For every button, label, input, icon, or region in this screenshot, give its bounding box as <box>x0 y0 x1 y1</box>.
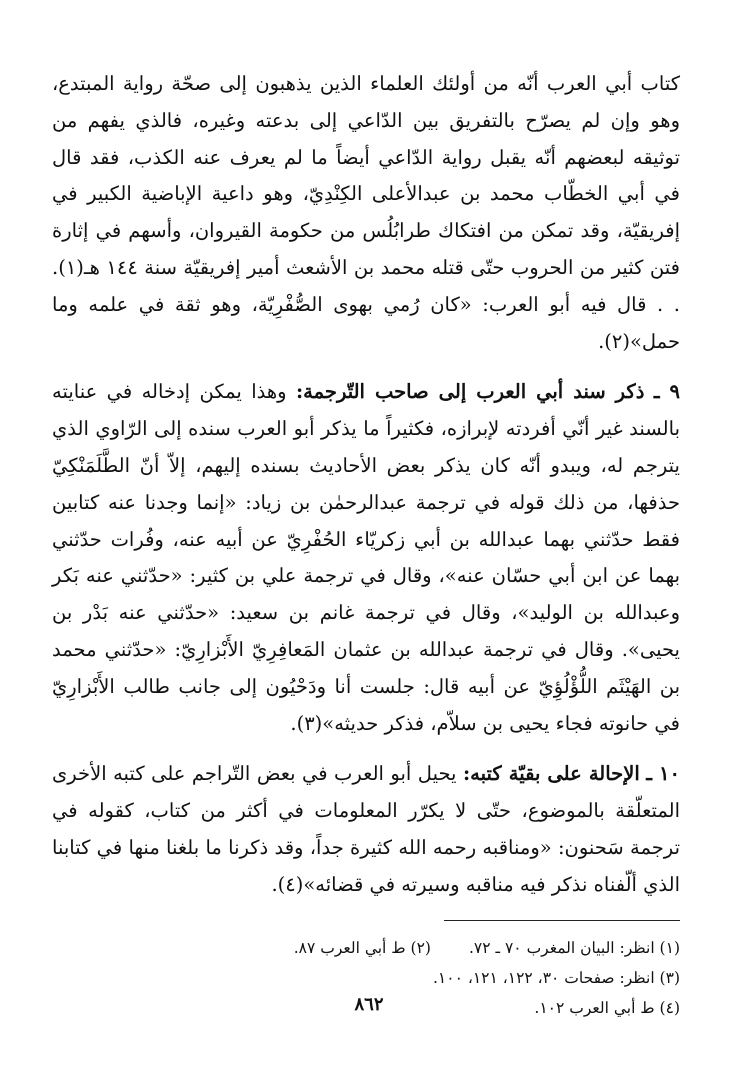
paragraph-section-9 <box>52 374 680 742</box>
footnote-1: (١) انظر: البيان المغرب ٧٠ ـ ٧٢. <box>468 938 680 957</box>
paragraph-text: كتاب أبي العرب أنّه من أولئك العلماء الذين يذهبون إلى صحّة رواية المبتدع، وهو وإن لم يصرّح بالتفريق بين الدّاعي إلى بدعته وغيره، فالذي يفهم من توثيقه لبعضهم أنّه يقبل رواية الدّاعي أيضاً ما لم يعرف عنه الكذب، فقد قال في أبي الخطّاب محمد بن عبدالأعلى الكِنْدِيّ، وهو داعية الإباضية الكبير في إفريقيّة، وقد تمكن من افتكاك طرابُلُس من حكومة القيروان، وأسهم في إثارة فتن كثير من الحروب حتّى قتله محمد بن الأشعث أمير إفريقيّة سنة ١٤٤ هـ(١). . . قال فيه أبو العرب: «كان رُمي بهوى الصُّفْرِيّة، وهو ثقة في علمه وما حمل»(٢). <box>52 72 680 353</box>
paragraph-text: يحيل أبو العرب في بعض التّراجم على كتبه الأخرى المتعلّقة بالموضوع، حتّى لا يكرّر المعلومات في أكثر من كتاب، كقوله في ترجمة سَحنون: «ومناقبه رحمه الله كثيرة جداً، وقد ذكرنا ما بلغنا منها في كتابنا الذي ألّفناه نذكر فيه مناقبه وسيرته في قضائه»(٤). <box>52 762 680 896</box>
section-number: ٩ ـ <box>653 380 681 404</box>
footnote-row <box>52 933 680 963</box>
footnote-row <box>52 963 680 993</box>
footnote-divider <box>444 920 680 921</box>
footnote-3: (٣) انظر: صفحات ٣٠، ١٢٢، ١٢١، ١٠٠. <box>432 968 680 987</box>
footnote-2: (٢) ط أبي العرب ٨٧. <box>293 938 431 957</box>
paragraph-text: وهذا يمكن إدخاله في عنايته بالسند غير أنّي أفردته لإبرازه، فكثيراً ما يذكر أبو العرب سنده إلى الرّاوي الذي يترجم له، ويبدو أنّه كان يذكر بعض الأحاديث بسنده إليهم، إلاّ أنّ الطَّلَمَنْكِيّ حذفها، من ذلك قوله في ترجمة عبدالرحمٰن بن زياد: «إنما وجدنا عنه كتابين فقط حدّثني بهما عبدالله بن أبي زكريّاء الحُفْرِيّ عن أبيه عنه، وفُرات حدّثني بهما عن ابن أبي حسّان عنه»، وقال في ترجمة علي بن كثير: «حدّثني عنه بَكر وعبدالله بن الوليد»، وقال في ترجمة غانم بن سعيد: «حدّثني عنه بَدْر بن يحيى». وقال في ترجمة عبدالله بن عثمان المَعافِرِيّ الأَبْزارِيّ: «حدّثني محمد بن الهَيْثَم اللُّؤْلُؤِيّ عن أبيه قال: جلست أنا ودَحْيُون إلى جانب طالب الأَبْزارِيّ في حانوته فجاء يحيى بن سلاّم، فذكر حديثه»(٣). <box>52 380 680 735</box>
paragraph-section-10 <box>52 756 680 903</box>
section-heading: الإحالة على بقيّة كتبه: <box>462 762 640 786</box>
section-number: ١٠ ـ <box>646 762 680 786</box>
footnote-4: (٤) ط أبي العرب ١٠٢. <box>534 998 680 1017</box>
paragraph-intro <box>52 66 680 360</box>
page-number: ٨٦٢ <box>354 994 384 1015</box>
section-heading: ذكر سند أبي العرب إلى صاحب التّرجمة: <box>295 380 645 404</box>
